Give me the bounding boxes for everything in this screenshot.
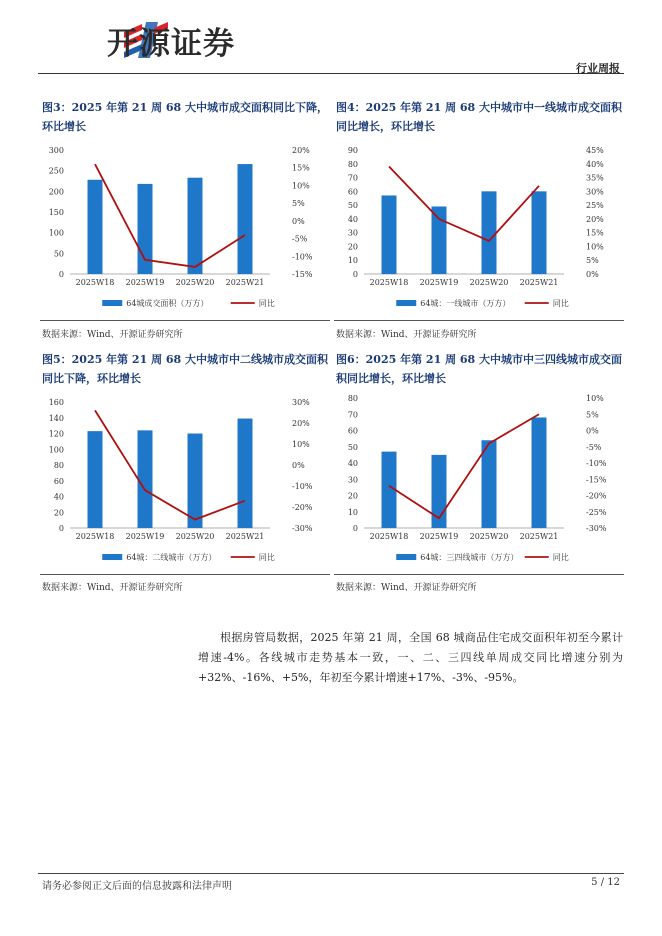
legend-bar-label: 64城：一线城市（万方）: [420, 299, 511, 308]
y-left-tick-label: 0: [352, 524, 358, 533]
figure-4-rule: [334, 320, 624, 321]
figure-5-svg: [38, 392, 330, 572]
y-left-tick-label: 70: [347, 410, 358, 420]
y-left-tick-label: 120: [48, 429, 64, 439]
y-right-tick-label: 0%: [292, 216, 305, 226]
y-left-tick-label: 80: [53, 461, 64, 470]
y-right-tick-label: 20%: [292, 146, 310, 155]
legend-line-label: 同比: [552, 553, 569, 562]
y-left-tick-label: 60: [347, 187, 358, 197]
y-right-tick-label: -10%: [292, 252, 313, 262]
header-divider: [38, 73, 624, 74]
y-right-tick-label: 30%: [586, 187, 604, 197]
y-left-tick-label: 100: [48, 445, 64, 455]
legend-bar-swatch: [102, 554, 122, 560]
x-tick-label: 2025W21: [519, 278, 559, 287]
y-right-tick-label: -10%: [586, 459, 607, 468]
figure-6-source: 数据来源：Wind、开源证券研究所: [336, 583, 477, 593]
yoy-line: [95, 410, 245, 519]
figure-3-svg: [38, 140, 330, 318]
y-right-tick-label: -20%: [586, 491, 607, 501]
y-left-tick-label: 80: [347, 394, 358, 403]
y-right-tick-label: 10%: [586, 394, 604, 403]
y-left-tick-label: 100: [48, 228, 64, 238]
y-right-tick-label: 15%: [292, 163, 310, 173]
y-left-tick-label: 20: [347, 491, 358, 501]
x-tick-label: 2025W18: [369, 532, 409, 541]
y-left-tick-label: 140: [48, 413, 64, 423]
yoy-line: [95, 164, 245, 267]
y-left-tick-label: 30: [347, 228, 358, 238]
y-right-tick-label: 0%: [586, 426, 599, 436]
y-right-tick-label: 30%: [292, 398, 310, 407]
x-tick-label: 2025W19: [125, 278, 165, 287]
legend-bar-label: 64城：二线城市（万方）: [126, 553, 217, 562]
legend-line-label: 同比: [258, 299, 275, 308]
y-right-tick-label: 20%: [292, 419, 310, 428]
figure-6-rule: [334, 574, 624, 575]
y-left-tick-label: 10: [347, 256, 358, 266]
y-right-tick-label: -25%: [586, 507, 607, 517]
y-left-tick-label: 250: [48, 166, 64, 176]
y-left-tick-label: 200: [48, 187, 64, 197]
x-tick-label: 2025W21: [519, 532, 559, 541]
y-left-tick-label: 10: [347, 507, 358, 517]
y-left-tick-label: 30: [347, 475, 358, 485]
bar: [88, 180, 103, 274]
footer-divider: [38, 873, 624, 874]
figure-4-chart: [332, 140, 624, 318]
y-right-tick-label: 10%: [292, 181, 310, 191]
y-left-tick-label: 60: [347, 426, 358, 436]
y-right-tick-label: 5%: [586, 410, 599, 420]
x-tick-label: 2025W21: [225, 278, 265, 287]
yoy-line: [389, 167, 539, 241]
legend-bar-label: 64城成交面积（万方）: [126, 299, 209, 308]
y-left-tick-label: 80: [347, 159, 358, 169]
page-number: 5 / 12: [591, 877, 620, 888]
figure-5-chart: [38, 392, 330, 572]
figure-5-source: 数据来源：Wind、开源证券研究所: [42, 583, 183, 593]
y-left-tick-label: 20: [347, 242, 358, 252]
y-left-tick-label: 60: [53, 476, 64, 486]
figure-6-svg: [332, 388, 624, 572]
y-left-tick-label: 90: [347, 146, 358, 155]
y-left-tick-label: 300: [48, 146, 64, 155]
y-left-tick-label: 40: [53, 492, 64, 502]
bar: [532, 191, 547, 274]
figure-6-chart: [332, 388, 624, 572]
y-right-tick-label: -30%: [292, 524, 313, 533]
y-left-tick-label: 50: [347, 442, 358, 452]
y-left-tick-label: 50: [347, 201, 358, 211]
bar: [138, 430, 153, 528]
bar: [238, 164, 253, 274]
figure-3-title: 图3：2025 年第 21 周 68 大中城市成交面积同比下降，环比增长: [42, 101, 329, 133]
y-left-tick-label: 40: [347, 214, 358, 224]
y-left-tick-label: 70: [347, 173, 358, 183]
y-right-tick-label: 35%: [586, 173, 604, 183]
figure-4-source: 数据来源：Wind、开源证券研究所: [336, 330, 477, 340]
y-right-tick-label: -15%: [586, 475, 607, 485]
report-type: 行业周报: [576, 62, 620, 75]
brand-name: 开源证券: [107, 26, 235, 62]
legend-bar-swatch: [396, 300, 416, 306]
bar: [532, 418, 547, 529]
body-paragraph: 根据房管局数据，2025 年第 21 周，全国 68 城商品住宅成交面积年初至今累计增速-4%。各线城市走势基本一致，一、二、三四线单周成交同比增速分别为+32%、-16%、+5%，年初至今累计增速+17%、-3%、-95%。: [198, 631, 623, 684]
bar: [238, 419, 253, 528]
x-tick-label: 2025W20: [175, 532, 215, 541]
bar: [188, 178, 203, 274]
figure-5-rule: [40, 574, 330, 575]
x-tick-label: 2025W20: [469, 532, 509, 541]
figure-3-rule: [40, 320, 330, 321]
legend-bar-swatch: [396, 554, 416, 560]
legend-line-label: 同比: [258, 553, 275, 562]
y-right-tick-label: 0%: [586, 270, 599, 279]
y-right-tick-label: 45%: [586, 146, 604, 155]
legend-bar-label: 64城：三四线城市（万方）: [420, 553, 519, 562]
y-left-tick-label: 20: [53, 508, 64, 518]
bar: [382, 195, 397, 274]
x-tick-label: 2025W19: [419, 532, 459, 541]
y-left-tick-label: 0: [58, 524, 64, 533]
x-tick-label: 2025W20: [469, 278, 509, 287]
x-tick-label: 2025W20: [175, 278, 215, 287]
bar: [482, 191, 497, 274]
bar: [188, 434, 203, 529]
bar: [88, 431, 103, 528]
y-right-tick-label: -20%: [292, 503, 313, 512]
y-right-tick-label: 10%: [586, 242, 604, 252]
x-tick-label: 2025W18: [75, 532, 115, 541]
figure-3-source: 数据来源：Wind、开源证券研究所: [42, 330, 183, 340]
legend-bar-swatch: [102, 300, 122, 306]
y-right-tick-label: -5%: [586, 442, 602, 452]
y-right-tick-label: -10%: [292, 482, 313, 491]
y-left-tick-label: 160: [48, 398, 64, 407]
y-left-tick-label: 150: [48, 208, 64, 217]
y-right-tick-label: 10%: [292, 440, 310, 449]
legend-line-label: 同比: [552, 299, 569, 308]
x-tick-label: 2025W19: [125, 532, 165, 541]
y-right-tick-label: 5%: [292, 199, 305, 209]
y-right-tick-label: -30%: [586, 524, 607, 533]
y-right-tick-label: 20%: [586, 214, 604, 224]
figure-6-title: 图6：2025 年第 21 周 68 大中城市中三四线城市成交面积同比增长，环比增长: [336, 353, 623, 385]
y-right-tick-label: -5%: [292, 234, 308, 244]
y-left-tick-label: 40: [347, 459, 358, 468]
figure-4-title: 图4：2025 年第 21 周 68 大中城市中一线城市成交面积同比增长，环比增长: [336, 101, 623, 133]
y-right-tick-label: 25%: [586, 201, 604, 211]
y-right-tick-label: 0%: [292, 461, 305, 470]
x-tick-label: 2025W18: [369, 278, 409, 287]
x-tick-label: 2025W18: [75, 278, 115, 287]
y-right-tick-label: 5%: [586, 256, 599, 266]
figure-4-svg: [332, 140, 624, 318]
y-left-tick-label: 0: [58, 270, 64, 279]
yoy-line: [389, 414, 539, 518]
disclaimer-note: 请务必参阅正文后面的信息披露和法律声明: [42, 881, 232, 892]
y-right-tick-label: -15%: [292, 270, 313, 279]
y-left-tick-label: 50: [53, 249, 64, 259]
figure-3-chart: [38, 140, 330, 318]
x-tick-label: 2025W19: [419, 278, 459, 287]
y-left-tick-label: 0: [352, 270, 358, 279]
bar: [482, 440, 497, 528]
x-tick-label: 2025W21: [225, 532, 265, 541]
figure-5-title: 图5：2025 年第 21 周 68 大中城市中二线城市成交面积同比下降，环比增长: [42, 353, 329, 385]
bar: [432, 206, 447, 274]
y-right-tick-label: 15%: [586, 228, 604, 238]
y-right-tick-label: 40%: [586, 159, 604, 169]
